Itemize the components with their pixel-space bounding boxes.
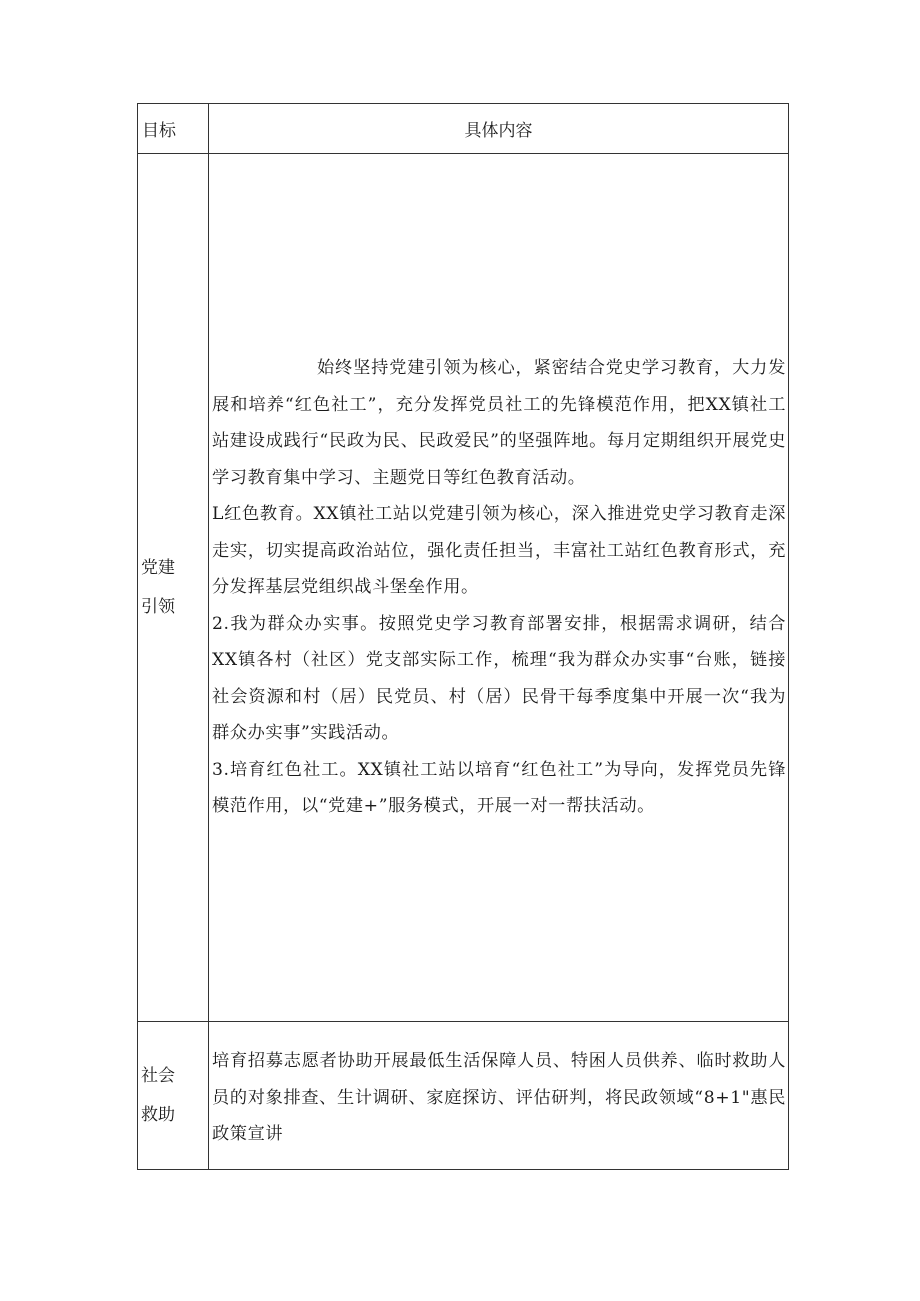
row-label-line2: 救助 [141,1104,175,1125]
table-row-social-assistance [138,1022,789,1170]
list-item-red-education: L红色教育。XX镇社工站以党建引领为核心，深入推进党史学习教育走深走实，切实提高政治站位，强化责任担当，丰富社工站红色教育形式，充分发挥基层党组织战斗堡垒作用。 [212,504,786,598]
row-label-line1: 社会 [141,1065,175,1086]
intro-paragraph: 始终坚持党建引领为核心，紧密结合党史学习教育，大力发展和培养“红色社工”，充分发挥党员社工的先锋模范作用，把XX镇社工站建设成践行“民政为民、民政爱民”的坚强阵地。每月定期组织开展党史学习教育集中学习、主题党日等红色教育活动。 [212,358,786,488]
row-label-line2: 引领 [141,596,175,617]
row-label-party-building [138,154,209,1022]
row-label-social-assistance [138,1022,209,1170]
list-item-red-social-worker: 3.培育红色社工。XX镇社工站以培育“红色社工”为导向，发挥党员先锋模范作用，以“党建+”服务模式，开展一对一帮扶活动。 [212,759,786,817]
work-plan-table [137,103,789,1170]
header-target: 目标 [138,104,209,154]
table-header-row [138,104,789,154]
list-item-practical-work: 2.我为群众办实事。按照党史学习教育部署安排，根据需求调研，结合XX镇各村（社区）党支部实际工作，梳理“我为群众办实事“台账，链接社会资源和村（居）民党员、村（居）民骨干每季度集中开展一次“我为群众办实事”实践活动。 [212,613,786,744]
header-content: 具体内容 [209,104,789,154]
row-label-line1: 党建 [141,557,175,578]
social-assistance-paragraph: 培育招募志愿者协助开展最低生活保障人员、特困人员供养、临时救助人员的对象排查、生计调研、家庭探访、评估研判，将民政领域“8+1"惠民政策宣讲 [212,1051,786,1145]
row-content-social-assistance [209,1022,789,1170]
row-content-party-building [209,154,789,1022]
table-row-party-building [138,154,789,1022]
